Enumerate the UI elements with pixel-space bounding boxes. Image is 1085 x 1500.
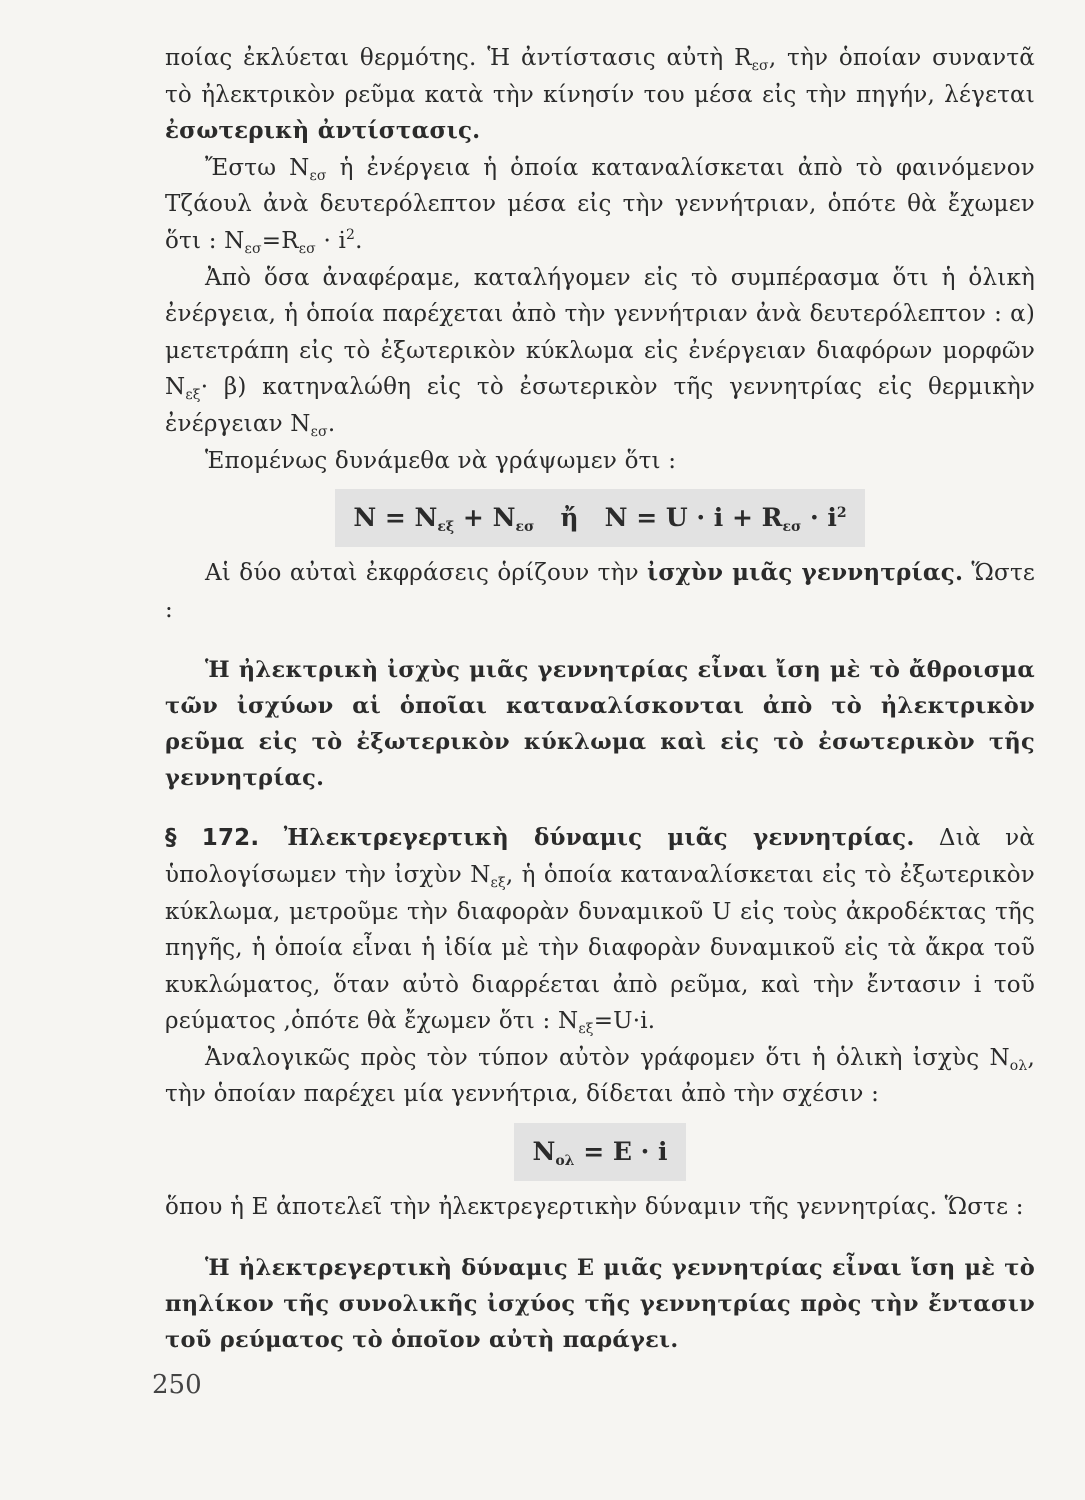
subscript: εσ xyxy=(751,58,769,74)
subscript: ολ xyxy=(555,1153,575,1170)
text-span: , ἡ ὁποία καταναλίσκεται εἰς τὸ ἐξωτερικὸν κύκλωμα, μετροῦμε τὴν διαφορὰν δυναμικοῦ U εἰς τοὺς ἀκροδέκτας τῆς πηγῆς, ἡ ὁποία εἶναι ἡ ἰδία μὲ τὴν διαφορὰν δυναμικοῦ εἰς τὰ ἄκρα τοῦ κυκλώματος, ὅταν αὐτὸ διαρρέεται ἀπὸ ρεῦμα, καὶ τὴν ἔντασιν i τοῦ ρεύματος ,ὁπότε θὰ ἔχωμεν ὅτι : N xyxy=(165,861,1035,1035)
text-span: . xyxy=(355,227,363,254)
formula-total-power-row xyxy=(165,1123,1035,1181)
bold-term: ἐσωτερικὴ ἀντίστασις. xyxy=(165,117,481,145)
page-body xyxy=(165,40,1035,1358)
paragraph-internal-resistance xyxy=(165,40,1035,150)
formula-power-row xyxy=(165,489,1035,547)
subscript: εσ xyxy=(309,167,327,184)
paragraph-conclusion xyxy=(165,260,1035,443)
formula-part: + N xyxy=(454,503,516,533)
formula-total-power xyxy=(514,1123,685,1181)
page-number: 250 xyxy=(152,1370,202,1400)
subscript: εξ xyxy=(437,519,455,536)
text-span: =U·i. xyxy=(593,1008,656,1035)
text-span: Ἀπὸ ὅσα ἀναφέραμε, καταλήγομεν εἰς τὸ συμπέρασμα ὅτι ἡ ὁλικὴ ἐνέργεια, ἡ ὁποία παρέχεται ἀπὸ τὴν γεννήτριαν ἀνὰ δευτερόλεπτον : α) μετετράπη εἰς τὸ ἐξωτερικὸν κύκλωμα εἰς ἐνέργειαν διαφόρων μορφῶν N xyxy=(165,264,1035,401)
subscript: εσ xyxy=(310,423,328,440)
text-span: , τὴν ὁποίαν παρέχει μία γεννήτρια, δίδεται ἀπὸ τὴν σχέσιν : xyxy=(165,1044,1035,1108)
text-span: · β) κατηναλώθη εἰς τὸ ἐσωτερικὸν τῆς γεννητρίας εἰς θερμικὴν ἐνέργειαν N xyxy=(165,374,1035,437)
rule-electric-power: Ἡ ἠλεκτρικὴ ἰσχὺς μιᾶς γεννητρίας εἶναι ἴση μὲ τὸ ἄθροισμα τῶν ἰσχύων αἱ ὁποῖαι καταναλίσκονται ἀπὸ τὸ ἠλεκτρικὸν ρεῦμα εἰς τὸ ἐξωτερικὸν κύκλωμα καὶ εἰς τὸ ἐσωτερικὸν τῆς γεννητρίας. xyxy=(165,657,1035,792)
rule-emf: Ἡ ἠλεκτρεγερτικὴ δύναμις E μιᾶς γεννητρίας εἶναι ἴση μὲ τὸ πηλίκον τῆς συνολικῆς ἰσχύος τῆς γεννητρίας πρὸς τὴν ἔντασιν τοῦ ρεύματος τὸ ὁποῖον αὐτὴ παράγει. xyxy=(165,1254,1035,1353)
text-span: Ἀναλογικῶς πρὸς τὸν τύπον αὐτὸν γράφομεν ὅτι ἡ ὁλικὴ ἰσχὺς N xyxy=(205,1044,1010,1071)
text-span: ἡ ἐνέργεια ἡ ὁποία καταναλίσκεται ἀπὸ τὸ φαινόμενον Τζάουλ ἀνὰ δευτερόλεπτον μέσα εἰς τὴν γεννήτριαν, ὁπότε θὰ ἔχωμεν ὅτι : N xyxy=(165,154,1035,254)
paragraph-emf-definition: ὅπου ἡ E ἀποτελεῖ τὴν ἠλεκτρεγερτικὴν δύναμιν τῆς γεννητρίας. Ὥστε : xyxy=(165,1194,1024,1221)
section-172 xyxy=(165,820,1035,1040)
text-span: ποίας ἐκλύεται θερμότης. Ἡ ἀντίστασις αὐτὴ R xyxy=(165,45,752,71)
bold-term: ἰσχὺν μιᾶς γεννητρίας. xyxy=(647,559,964,587)
paragraph-total-power xyxy=(165,1040,1035,1113)
paragraph-joule-energy xyxy=(165,150,1035,260)
text-span: Διὰ νὰ ὑπολογίσωμεν τὴν ἰσχὺν N xyxy=(165,825,1035,888)
text-span: Ὥστε : xyxy=(165,560,1035,623)
paragraph-therefore: Ἑπομένως δυνάμεθα νὰ γράψωμεν ὅτι : xyxy=(205,447,677,474)
subscript: εξ xyxy=(578,1021,594,1038)
text-span: , τὴν ὁποίαν συναντᾶ τὸ ἠλεκτρικὸν ρεῦμα κατὰ τὴν κίνησίν του μέσα εἰς τὴν πηγήν, λέγεται xyxy=(165,45,1035,108)
subscript: ολ xyxy=(1009,1057,1028,1074)
formula-part: N = N xyxy=(353,503,438,533)
superscript: 2 xyxy=(346,226,356,243)
paragraph-power-definition xyxy=(165,555,1035,628)
subscript: εσ xyxy=(515,519,535,536)
formula-power xyxy=(335,489,864,547)
text-span: . xyxy=(327,410,336,437)
subscript: εσ xyxy=(244,240,262,257)
text-span: · i xyxy=(315,227,347,254)
subscript: εσ xyxy=(782,519,802,536)
formula-part: N xyxy=(532,1137,556,1167)
superscript: 2 xyxy=(836,505,847,522)
formula-part: · i xyxy=(801,503,837,533)
subscript: εξ xyxy=(185,387,201,404)
text-span: Αἱ δύο αὐταὶ ἐκφράσεις ὁρίζουν τὴν xyxy=(205,560,648,587)
text-span: =R xyxy=(261,227,299,254)
subscript: εξ xyxy=(490,874,506,891)
text-span: Ἔστω N xyxy=(205,154,310,181)
section-number: § 172. xyxy=(165,825,260,852)
formula-part: = E · i xyxy=(574,1137,668,1167)
subscript: εσ xyxy=(298,240,316,257)
formula-part: ἤ N = U · i + R xyxy=(534,503,783,533)
section-title: Ἠλεκτρεγερτικὴ δύναμις μιᾶς γεννητρίας. xyxy=(283,824,915,852)
